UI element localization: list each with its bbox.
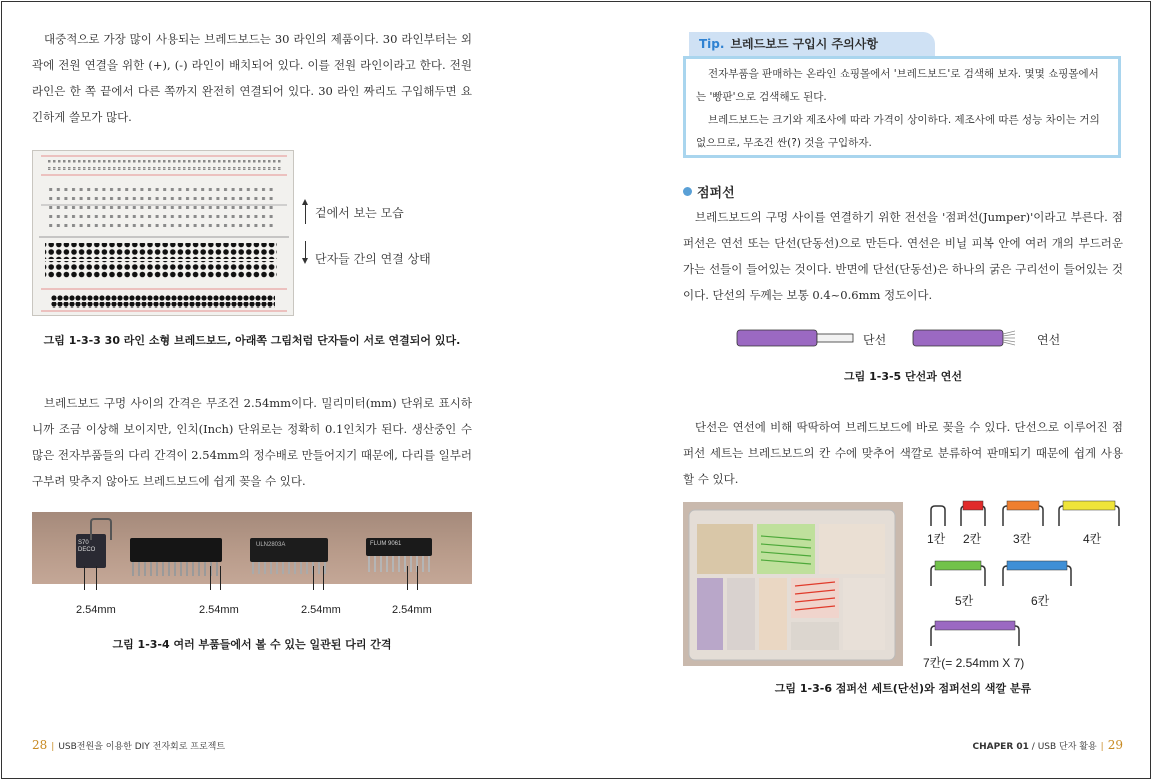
jumper-label-2: 2칸 xyxy=(963,532,982,546)
left-page-number: 28 xyxy=(32,738,48,752)
color-6kan xyxy=(1007,561,1067,570)
figure-caption-1-3-5: 그림 1-3-5 단선과 연선 xyxy=(844,370,962,383)
jumper-label-3: 3칸 xyxy=(1013,532,1032,546)
left-footer: 28 | USB전원을 이용한 DIY 전자회로 프로젝트 xyxy=(32,738,226,752)
pitch-label-1: 2.54mm xyxy=(76,604,116,616)
figure-caption-1-3-6: 그림 1-3-6 점퍼선 세트(단선)와 점퍼선의 색깔 분류 xyxy=(774,682,1032,695)
jumper-kit-photo xyxy=(683,502,903,666)
figure-caption-1-3-4: 그림 1-3-4 여러 부품들에서 볼 수 있는 일관된 다리 간격 xyxy=(112,638,392,651)
stranded-wire-label: 연선 xyxy=(1037,333,1061,347)
tip-box xyxy=(683,56,1121,158)
tip-tag: Tip. xyxy=(699,37,725,51)
pin-header-legs xyxy=(132,562,220,576)
jumper-kit-illustration xyxy=(683,502,903,666)
right-page-number: 29 xyxy=(1107,738,1123,752)
figure-caption-1-3-3: 그림 1-3-3 30 라인 소형 브레드보드, 아래쪽 그림처럼 단자들이 서로 연결되어 있다. xyxy=(43,334,461,347)
pitch-label-4: 2.54mm xyxy=(392,604,432,616)
section-title: 점퍼선 xyxy=(697,186,735,201)
jumper-label-6: 6칸 xyxy=(1031,594,1050,608)
left-footer-title: USB전원을 이용한 DIY 전자회로 프로젝트 xyxy=(58,742,226,752)
color-3kan xyxy=(1007,501,1039,510)
pitch-label-3: 2.54mm xyxy=(301,604,341,616)
section-heading xyxy=(683,182,735,201)
pitch-marker xyxy=(323,566,324,590)
solid-wire-label: 단선 xyxy=(863,333,887,347)
arrow-down-icon xyxy=(305,241,306,259)
breadboard-note-bottom: 단자들 간의 연결 상태 xyxy=(315,252,431,266)
tip-paragraph-1: 전자부품을 판매하는 온라인 쇼핑몰에서 '브레드보드'로 검색해 보자. 몇몇 쇼핑몰에서는 '빵판'으로 검색해도 된다. xyxy=(696,68,1099,103)
chip-text-1: S70 DECO xyxy=(78,540,96,553)
breadboard-illustration xyxy=(33,151,295,317)
breadboard-figure xyxy=(32,150,294,316)
components-photo xyxy=(32,512,472,584)
left-paragraph-1-text: 대중적으로 가장 많이 사용되는 브레드보드는 30 라인의 제품이다. 30 라인부터는 외곽에 전원 연결을 위한 (+), (-) 라인이 배치되어 있다. 이를 전원 라인이라고 한다. 전원 라인은 한 쪽 끝에서 다른 쪽까지 완전히 연결되어 있다. 30 라인 짜리도 구입해두면 요긴하게 쓸모가 많다. xyxy=(32,32,472,124)
pitch-marker xyxy=(210,566,211,590)
breadboard-note-top: 겉에서 보는 모습 xyxy=(315,206,404,220)
pin-header xyxy=(130,538,222,562)
right-paragraph-1-text: 브레드보드의 구멍 사이를 연결하기 위한 전선을 '점퍼선(Jumper)'이라고 부른다. 점퍼선은 연선 또는 단선(단동선)으로 만든다. 연선은 비닐 피복 안에 여러 개의 부드러운 가는 선들이 들어있는 것이다. 반면에 단선(단동선)은 하나의 굵은 구리선이 들어있는 것이다. 단선의 두께는 보통 0.4~0.6mm 정도이다. xyxy=(683,210,1123,302)
bullet-icon xyxy=(683,187,692,196)
color-2kan xyxy=(963,501,983,510)
color-7kan xyxy=(935,621,1015,630)
color-5kan xyxy=(935,561,981,570)
pitch-marker xyxy=(220,566,221,590)
arrow-up-icon xyxy=(305,204,306,224)
jumper-label-1: 1칸 xyxy=(927,532,946,546)
chip-text-4: FLUM 9061 xyxy=(370,541,402,547)
right-footer: CHAPER 01 / USB 단자 활용 | 29 xyxy=(972,738,1123,752)
dip-switch-knob xyxy=(90,518,112,540)
jumper-label-5: 5칸 xyxy=(955,594,974,608)
jumper-label-7: 7칸(= 2.54mm X 7) xyxy=(923,656,1025,670)
right-paragraph-2-text: 단선은 연선에 비해 딱딱하여 브레드보드에 바로 꽂을 수 있다. 단선으로 이루어진 점퍼선 세트는 브레드보드의 칸 수에 맞추어 색깔로 분류하여 판매되기 때문에 쉽게 사용할 수 있다. xyxy=(683,420,1123,486)
pitch-label-2: 2.54mm xyxy=(199,604,239,616)
tip-paragraph-2: 브레드보드는 크기와 제조사에 따라 가격이 상이하다. 제조사에 따른 성능 차이는 거의 없으므로, 무조건 싼(?) 것을 구입하자. xyxy=(696,114,1100,149)
pitch-marker xyxy=(313,566,314,590)
left-paragraph-2 xyxy=(32,390,472,494)
pitch-marker xyxy=(96,566,97,590)
jumper-label-4: 4칸 xyxy=(1083,532,1102,546)
sip-network-legs xyxy=(368,556,430,572)
right-paragraph-1 xyxy=(683,204,1123,308)
chapter-label: CHAPER 01 xyxy=(972,742,1029,752)
pitch-marker xyxy=(84,566,85,590)
pitch-marker xyxy=(417,566,418,590)
left-paragraph-1 xyxy=(32,26,472,130)
tip-title: 브레드보드 구입시 주의사항 xyxy=(730,37,878,51)
jumper-color-legend xyxy=(923,496,1133,650)
chip-text-3: ULN2803A xyxy=(256,542,286,548)
pitch-marker xyxy=(407,566,408,590)
tip-header xyxy=(689,32,935,56)
color-4kan xyxy=(1063,501,1115,510)
left-paragraph-2-text: 브레드보드 구멍 사이의 간격은 무조건 2.54mm이다. 밀리미터(mm) 단위로 표시하니까 조금 이상해 보이지만, 인치(Inch) 단위로는 정확히 0.1인치가 된다. 생산중인 수많은 전자부품들의 다리 간격이 2.54mm의 정수배로 만들어지기 때문에, 다리를 일부러 구부려 맞추지 않아도 브레드보드에 쉽게 꽂을 수 있다. xyxy=(32,396,472,488)
dip-ic-legs xyxy=(252,562,326,574)
right-footer-title: USB 단자 활용 xyxy=(1037,742,1097,752)
right-paragraph-2 xyxy=(683,414,1123,492)
